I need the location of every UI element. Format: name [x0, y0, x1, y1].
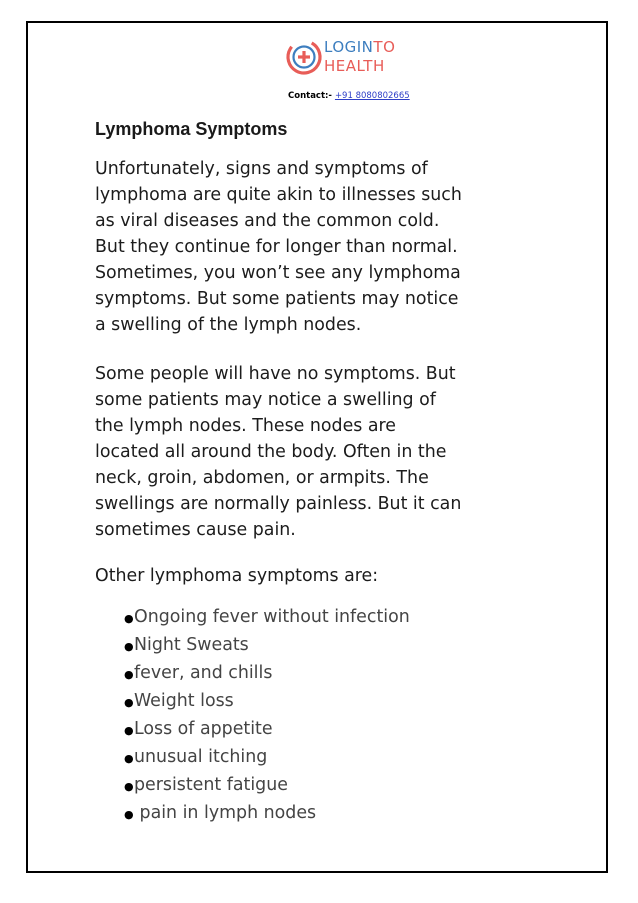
list-item — [124, 716, 410, 744]
list-item-text: Night Sweats — [134, 635, 249, 655]
logo-word-to: TO — [373, 38, 396, 56]
list-item-text: fever, and chills — [134, 663, 273, 683]
list-item — [124, 688, 410, 716]
list-item — [124, 660, 410, 688]
bullet-icon: ● — [124, 696, 134, 709]
logo-word-health: HEALTH — [324, 57, 385, 75]
paragraph-line: swellings are normally painless. But it can — [95, 494, 462, 514]
paragraph-line: Other lymphoma symptoms are: — [95, 566, 379, 586]
list-item — [124, 604, 410, 632]
paragraph-line: as viral diseases and the common cold. — [95, 211, 440, 231]
bullet-icon: ● — [124, 668, 134, 681]
bullet-icon: ● — [124, 752, 134, 765]
list-item-text: unusual itching — [134, 747, 268, 767]
logo-wordmark — [324, 38, 395, 76]
paragraph-line: sometimes cause pain. — [95, 520, 296, 540]
paragraph-lymph-nodes — [95, 361, 565, 543]
paragraph-line: located all around the body. Often in the — [95, 442, 447, 462]
paragraph-line: But they continue for longer than normal. — [95, 237, 458, 257]
paragraph-intro — [95, 156, 565, 338]
paragraph-line: symptoms. But some patients may notice — [95, 289, 459, 309]
paragraph-line: Sometimes, you won’t see any lymphoma — [95, 263, 461, 283]
paragraph-list-intro — [95, 563, 565, 589]
paragraph-line: neck, groin, abdomen, or armpits. The — [95, 468, 429, 488]
list-item-text: persistent fatigue — [134, 775, 288, 795]
paragraph-line: Some people will have no symptoms. But — [95, 364, 456, 384]
paragraph-line: some patients may notice a swelling of — [95, 390, 436, 410]
list-item — [124, 632, 410, 660]
list-item — [124, 800, 410, 828]
paragraph-line: Unfortunately, signs and symptoms of — [95, 159, 428, 179]
list-item-text: pain in lymph nodes — [134, 803, 317, 823]
list-item — [124, 744, 410, 772]
list-item-text: Ongoing fever without infection — [134, 607, 410, 627]
bullet-icon: ● — [124, 780, 134, 793]
list-item-text: Loss of appetite — [134, 719, 273, 739]
list-item — [124, 772, 410, 800]
logo — [285, 38, 425, 78]
list-item-text: Weight loss — [134, 691, 234, 711]
contact-line — [288, 91, 410, 101]
bullet-icon: ● — [124, 724, 134, 737]
page-heading: Lymphoma Symptoms — [95, 119, 288, 139]
logo-word-login: LOGIN — [324, 38, 374, 56]
paragraph-line: lymphoma are quite akin to illnesses such — [95, 185, 462, 205]
symptom-list — [124, 604, 410, 828]
paragraph-line: a swelling of the lymph nodes. — [95, 315, 362, 335]
medical-cross-circle-icon — [285, 38, 323, 76]
contact-phone-link[interactable]: +91 8080802665 — [334, 91, 410, 101]
bullet-icon: ● — [124, 808, 134, 821]
contact-label: Contact:- — [288, 91, 332, 101]
bullet-icon: ● — [124, 640, 134, 653]
bullet-icon: ● — [124, 612, 134, 625]
paragraph-line: the lymph nodes. These nodes are — [95, 416, 396, 436]
